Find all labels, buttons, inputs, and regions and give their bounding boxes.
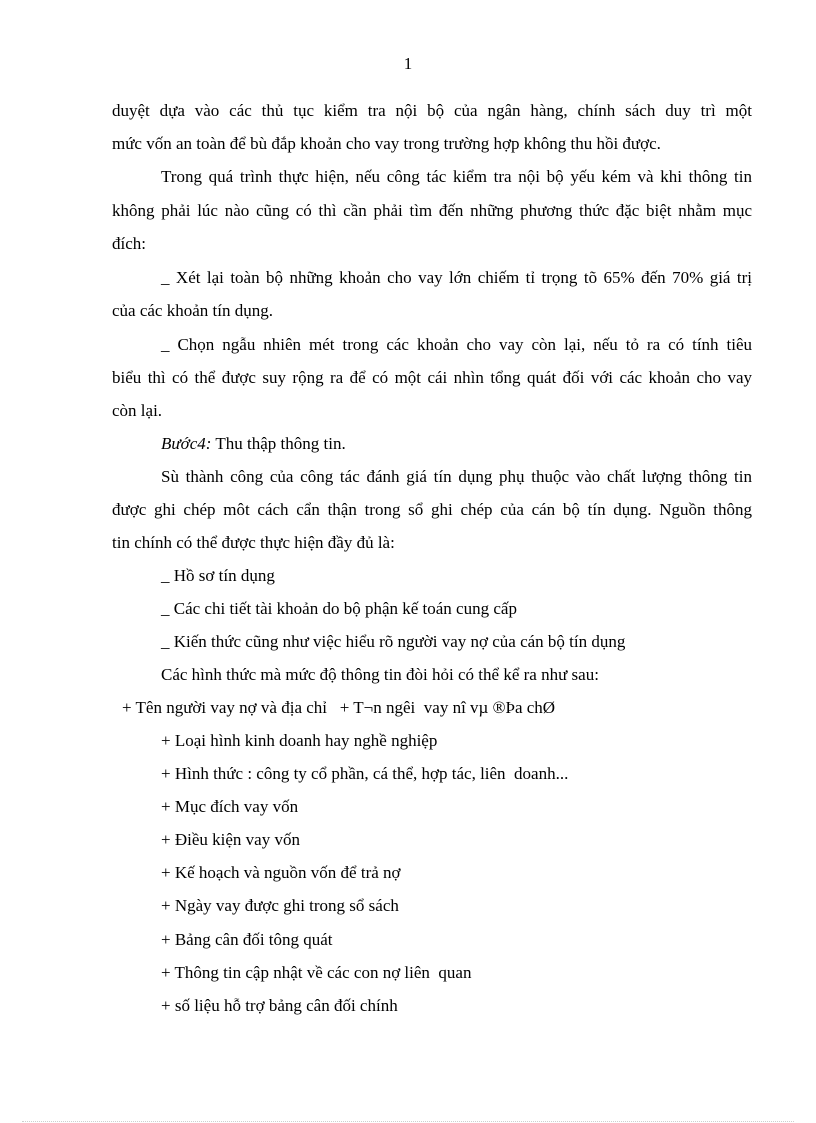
list-item: + Bảng cân đối tông quát	[161, 930, 333, 949]
body-line: Sù thành công của công tác đánh giá tín dụng phụ thuộc vào chất lượng thông tin	[161, 467, 752, 486]
body-line: còn lại.	[112, 401, 163, 420]
body-line: không phải lúc nào cũng có thì cần phải tìm đến những phương thức đặc biệt nhằm mục	[112, 201, 752, 220]
step-label: Bước4:	[161, 434, 212, 453]
list-item: + Tên người vay nợ và địa chỉ + T¬n ngêi vay nî vµ ®Þa chØ	[122, 698, 556, 717]
body-line: Các hình thức mà mức độ thông tin đòi hỏi có thể kể ra như sau:	[161, 665, 599, 684]
list-item: + Điều kiện vay vốn	[161, 830, 300, 849]
list-item: + Ngày vay được ghi trong sổ sách	[161, 896, 399, 915]
step-title: Thu thập thông tin.	[211, 434, 346, 453]
list-item: _ Hồ sơ tín dụng	[161, 566, 275, 585]
body-line: mức vốn an toàn để bù đắp khoản cho vay trong trường hợp không thu hồi được.	[112, 134, 661, 153]
body-line: _ Chọn ngẫu nhiên mét trong các khoản cho vay còn lại, nếu tỏ ra có tính tiêu	[161, 335, 752, 354]
body-line: Trong quá trình thực hiện, nếu công tác kiểm tra nội bộ yếu kém và khi thông tin	[161, 167, 752, 186]
page-number: 1	[403, 54, 413, 73]
list-item: _ Các chi tiết tài khoản do bộ phận kế toán cung cấp	[161, 599, 517, 618]
body-line: của các khoản tín dụng.	[112, 301, 273, 320]
body-line: được ghi chép môt cách cẩn thận trong sổ ghi chép của cán bộ tín dụng. Nguồn thông	[112, 500, 752, 519]
list-item: + Hình thức : công ty cổ phần, cá thể, hợp tác, liên doanh...	[161, 764, 569, 783]
body-line: _ Xét lại toàn bộ những khoản cho vay lớn chiếm tỉ trọng tõ 65% đến 70% giá trị	[161, 268, 752, 287]
page-bottom-rule	[22, 1121, 794, 1122]
list-item: + Kế hoạch và nguồn vốn để trả nợ	[161, 863, 401, 882]
list-item: + Thông tin cập nhật về các con nợ liên quan	[161, 963, 472, 982]
list-item: _ Kiến thức cũng như việc hiểu rõ người vay nợ của cán bộ tín dụng	[161, 632, 626, 651]
body-line: biểu thì có thể được suy rộng ra để có một cái nhìn tổng quát đối với các khoản cho vay	[112, 368, 752, 387]
body-line: tin chính có thể được thực hiện đầy đủ là:	[112, 533, 395, 552]
body-line: duyệt dựa vào các thủ tục kiểm tra nội bộ của ngân hàng, chính sách duy trì một	[112, 101, 752, 120]
step-heading	[161, 434, 346, 454]
list-item: + số liệu hỗ trợ bảng cân đối chính	[161, 996, 398, 1015]
body-line: đích:	[112, 234, 146, 253]
list-item: + Loại hình kinh doanh hay nghề nghiệp	[161, 731, 438, 750]
list-item: + Mục đích vay vốn	[161, 797, 299, 816]
